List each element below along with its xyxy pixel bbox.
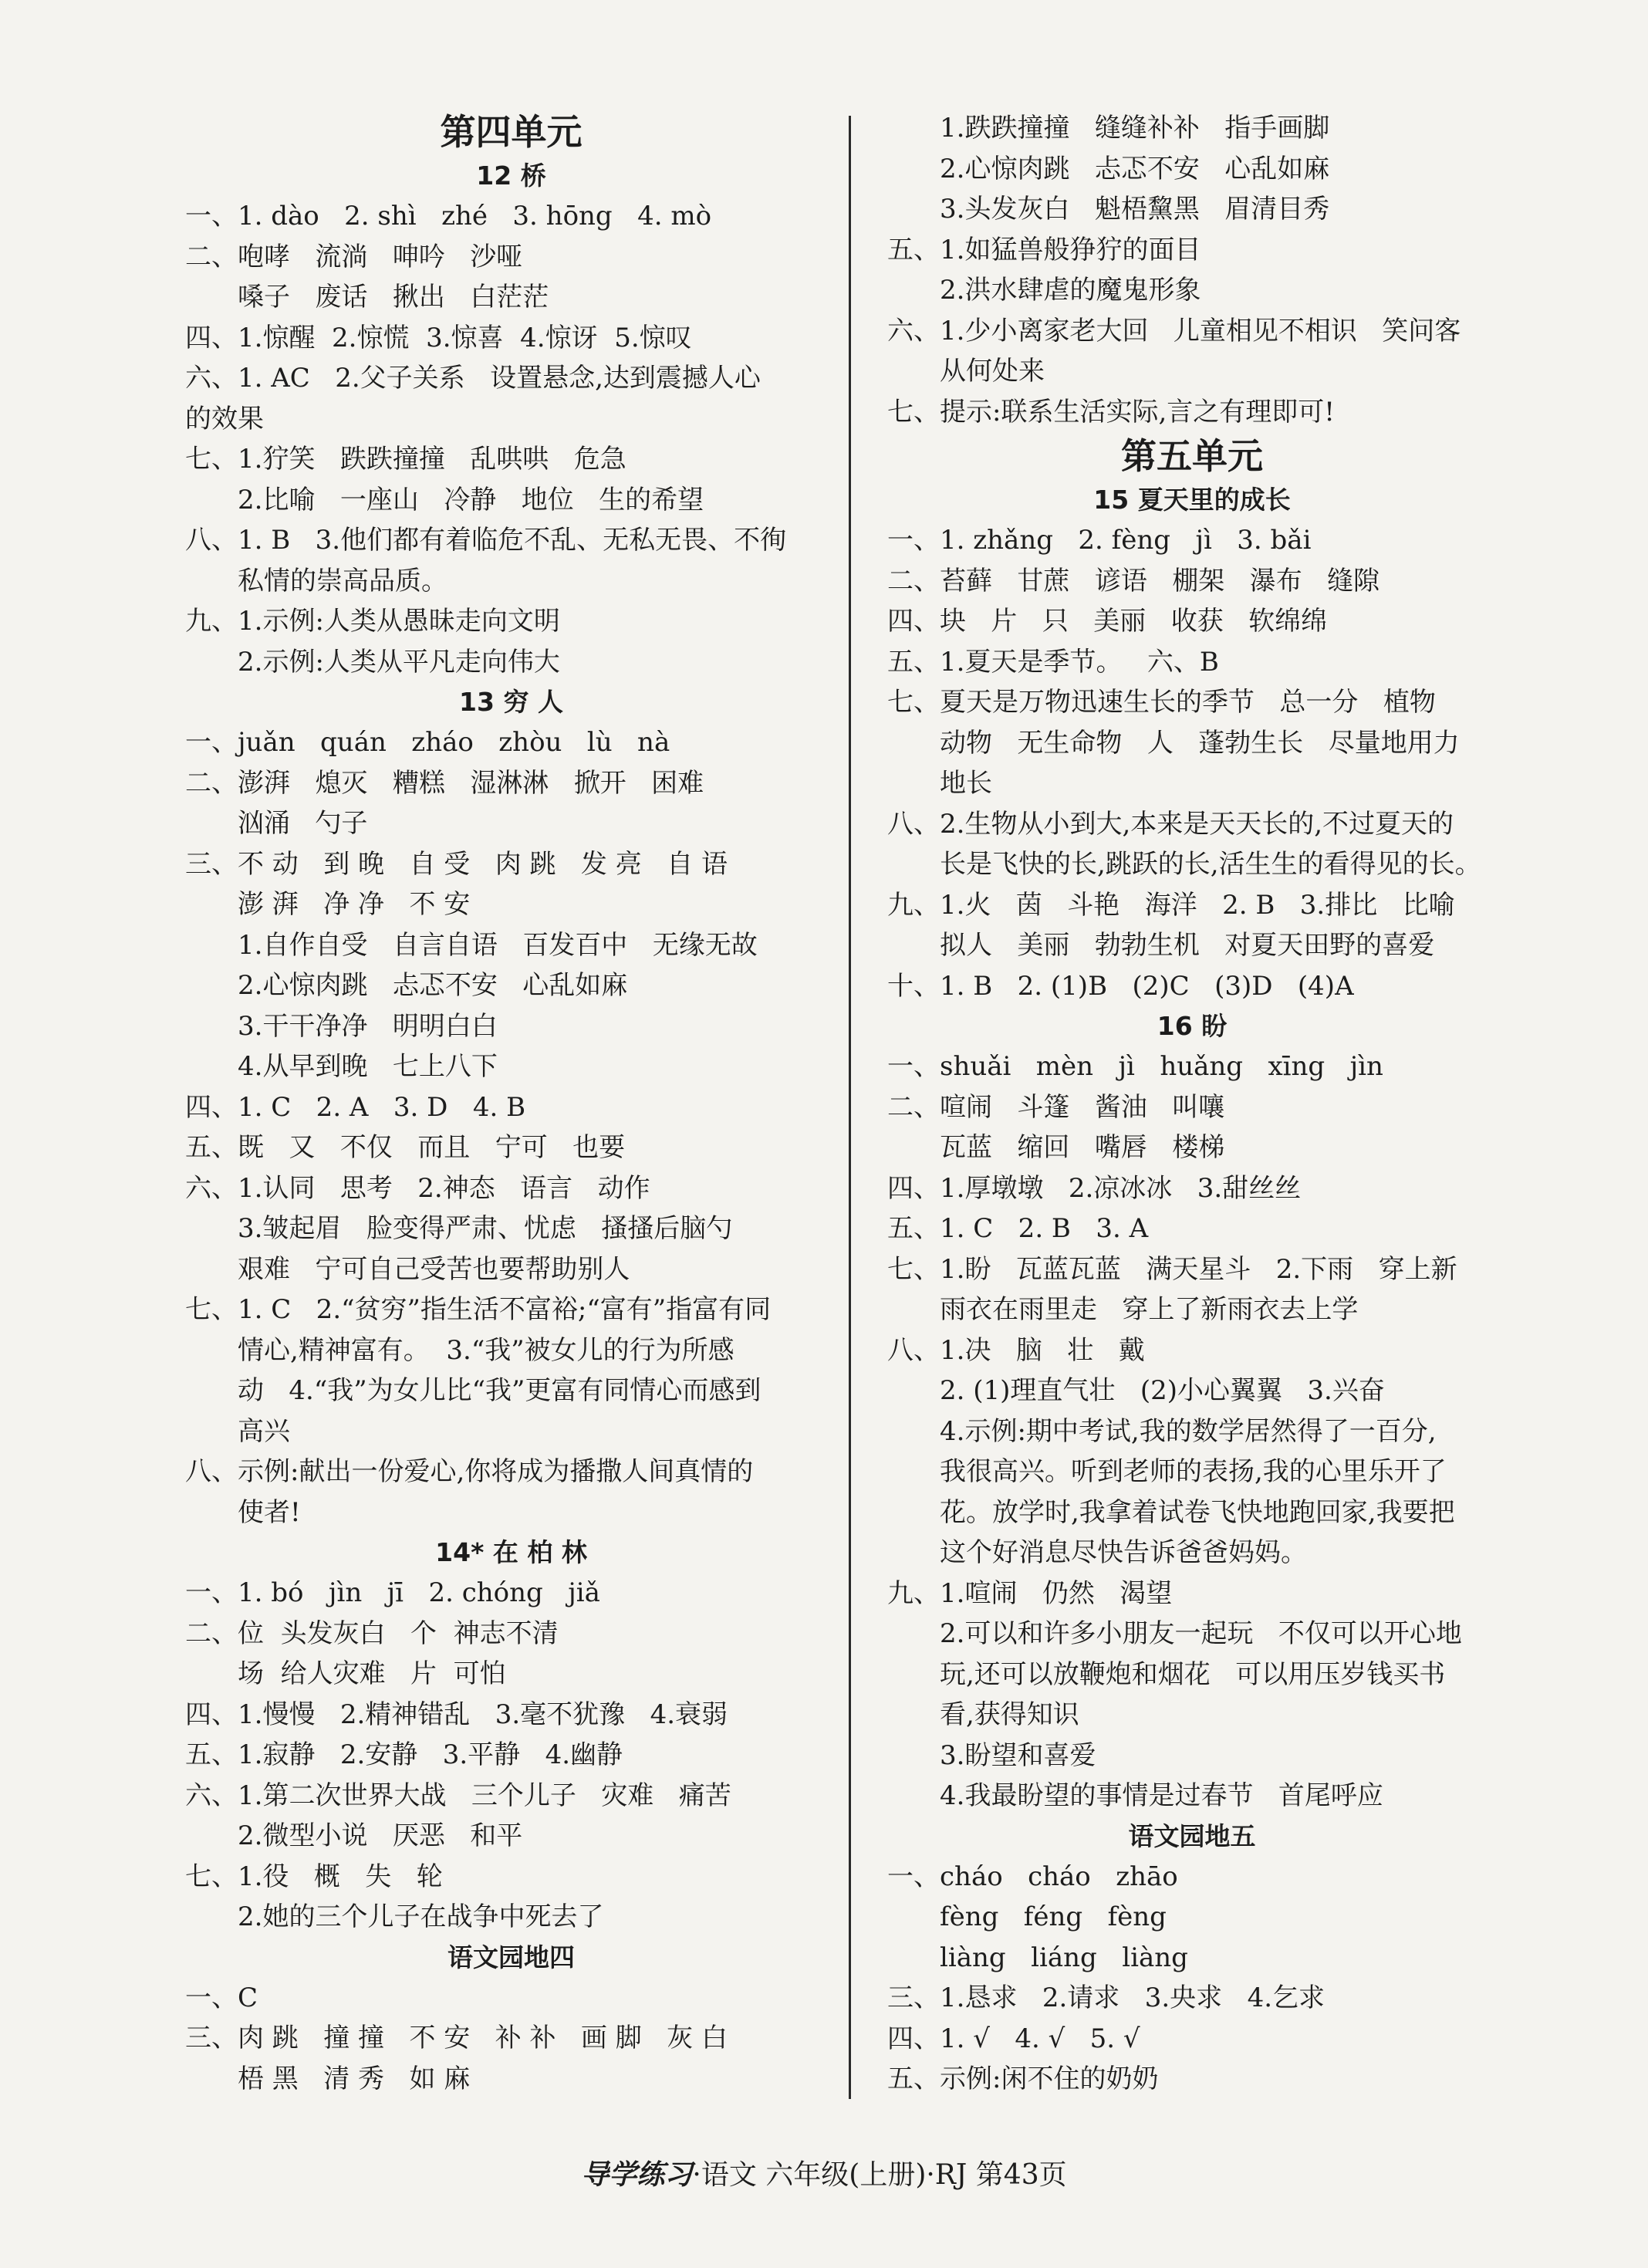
- answer-line: 艰难 宁可自己受苦也要帮助别人: [238, 1253, 630, 1285]
- answer-line: 情心,精神富有。 3.“我”被女儿的行为所感: [238, 1334, 735, 1366]
- answer-line: 瓦蓝 缩回 嘴唇 楼梯: [940, 1132, 1225, 1163]
- answer-line: 2.洪水肆虐的魔鬼形象: [940, 275, 1201, 306]
- answer-line: 二、咆哮 流淌 呻吟 沙哑: [185, 241, 523, 272]
- answer-line: 梧 黑 清 秀 如 麻: [238, 2063, 471, 2094]
- answer-line: 一、1. zhǎng 2. fèng jì 3. bǎi: [887, 525, 1312, 556]
- answer-line: 一、cháo cháo zhāo: [887, 1861, 1178, 1892]
- answer-line: 使者!: [238, 1496, 301, 1528]
- answer-line: 五、1.夏天是季节。 六、B: [887, 646, 1219, 678]
- answer-line: 2.比喻 一座山 冷静 地位 生的希望: [238, 484, 704, 515]
- answer-line: 七、提示:联系生活实际,言之有理即可!: [887, 396, 1335, 428]
- answer-line: 五、既 又 不仅 而且 宁可 也要: [185, 1132, 626, 1163]
- answer-line: 一、juǎn quán zháo zhòu lù nà: [185, 727, 670, 758]
- unit-heading: 第五单元: [1121, 435, 1263, 477]
- answer-line: 一、C: [185, 1982, 258, 2013]
- left-column: [185, 108, 837, 2099]
- unit-heading: 第四单元: [440, 111, 583, 153]
- lesson-heading: 语文园地五: [1128, 1820, 1256, 1851]
- answer-line: 一、1. bó jìn jī 2. chóng jiǎ: [185, 1577, 600, 1608]
- answer-line: 九、1.火 茵 斗艳 海洋 2. B 3.排比 比喻: [887, 889, 1455, 921]
- page-footer: [0, 2153, 1648, 2192]
- answer-line: 澎 湃 净 净 不 安: [238, 889, 471, 920]
- answer-line: 二、位 头发灰白 个 神志不清: [185, 1617, 559, 1649]
- answer-line: 七、1. C 2.“贫穷”指生活不富裕;“富有”指富有同: [185, 1294, 772, 1325]
- answer-line: 雨衣在雨里走 穿上了新雨衣去上学: [940, 1294, 1359, 1325]
- lesson-heading: 语文园地四: [447, 1942, 575, 1972]
- lesson-heading: 16 盼: [1157, 1011, 1228, 1041]
- column-divider: [849, 116, 851, 2099]
- answer-line: 七、夏天是万物迅速生长的季节 总一分 植物: [887, 687, 1436, 718]
- answer-line: 八、2.生物从小到大,本来是天天长的,不过夏天的: [887, 808, 1454, 840]
- answer-line: 这个好消息尽快告诉爸爸妈妈。: [940, 1537, 1307, 1568]
- lesson-heading: 12 桥: [476, 161, 546, 191]
- answer-line: 四、1.厚墩墩 2.凉冰冰 3.甜丝丝: [887, 1172, 1302, 1204]
- answer-line: 拟人 美丽 勃勃生机 对夏天田野的喜爱: [940, 930, 1435, 961]
- lesson-heading: 13 穷 人: [459, 687, 563, 717]
- answer-line: 3.头发灰白 魁梧黧黑 眉清目秀: [940, 194, 1330, 225]
- answer-line: 3.干干净净 明明白白: [238, 1010, 498, 1042]
- answer-line: 二、澎湃 熄灭 糟糕 湿淋淋 掀开 困难: [185, 767, 704, 799]
- answer-line: 四、1. √ 4. √ 5. √: [887, 2023, 1140, 2054]
- answer-line: 汹涌 勺子: [238, 808, 368, 839]
- answer-line: 私情的崇高品质。: [238, 565, 447, 597]
- answer-line: 场 给人灾难 片 可怕: [238, 1658, 506, 1689]
- answer-line: 看,获得知识: [940, 1699, 1079, 1730]
- answer-line: 七、1.盼 瓦蓝瓦蓝 满天星斗 2.下雨 穿上新: [887, 1253, 1457, 1285]
- answer-line: 四、1.慢慢 2.精神错乱 3.毫不犹豫 4.衰弱: [185, 1698, 728, 1730]
- answer-line: 2.心惊肉跳 忐忑不安 心乱如麻: [940, 153, 1330, 184]
- answer-line: 五、1.寂静 2.安静 3.平静 4.幽静: [185, 1739, 623, 1770]
- lesson-heading: 15 夏天里的成长: [1093, 485, 1291, 515]
- answer-line: 三、1.恳求 2.请求 3.央求 4.乞求: [887, 1982, 1325, 2013]
- answer-line: 五、1.如猛兽般狰狞的面目: [887, 234, 1201, 265]
- answer-line: 4.我最盼望的事情是过春节 首尾呼应: [940, 1780, 1383, 1811]
- right-column: [887, 108, 1497, 2100]
- answer-line: 2.可以和许多小朋友一起玩 不仅可以开心地: [940, 1618, 1462, 1649]
- answer-line: 长是飞快的长,跳跃的长,活生生的看得见的长。: [940, 849, 1481, 880]
- answer-line: 1.跌跌撞撞 缝缝补补 指手画脚: [940, 113, 1330, 144]
- footer-info: ·语文 六年级(上册)·RJ 第43页: [692, 2159, 1067, 2191]
- answer-line: 3.皱起眉 脸变得严肃、忧虑 搔搔后脑勺: [238, 1213, 733, 1244]
- answer-line: 八、1. B 3.他们都有着临危不乱、无私无畏、不徇: [185, 525, 787, 556]
- answer-line: 三、肉 跳 撞 撞 不 安 补 补 画 脚 灰 白: [185, 2023, 728, 2053]
- answer-line: 2.心惊肉跳 忐忑不安 心乱如麻: [238, 970, 628, 1001]
- answer-line: 四、块 片 只 美丽 收获 软绵绵: [887, 606, 1328, 637]
- answer-line: 1.自作自受 自言自语 百发百中 无缘无故: [238, 929, 758, 961]
- answer-line: 动 4.“我”为女儿比“我”更富有同情心而感到: [238, 1375, 762, 1406]
- answer-line: 高兴: [238, 1415, 290, 1447]
- answer-line: 花。放学时,我拿着试卷飞快地跑回家,我要把: [940, 1496, 1455, 1528]
- answer-line: 从何处来: [940, 356, 1045, 387]
- answer-line: 四、1. C 2. A 3. D 4. B: [185, 1091, 526, 1123]
- answer-line: 四、1.惊醒 2.惊慌 3.惊喜 4.惊讶 5.惊叹: [185, 322, 692, 353]
- answer-line: 九、1.喧闹 仍然 渴望: [887, 1577, 1173, 1609]
- answer-line: 五、1. C 2. B 3. A: [887, 1213, 1149, 1244]
- answer-line: 二、喧闹 斗篷 酱油 叫嚷: [887, 1091, 1225, 1123]
- answer-line: 嗓子 废话 揪出 白茫茫: [238, 282, 549, 313]
- answer-line: 的效果: [185, 403, 264, 434]
- answer-line: 地长: [940, 768, 992, 799]
- footer-brand: 导学练习: [581, 2159, 693, 2191]
- answer-line: fèng féng fèng: [940, 1901, 1167, 1932]
- answer-line: 4.从早到晚 七上八下: [238, 1051, 498, 1082]
- answer-line: 六、1.少小离家老大回 儿童相见不相识 笑问客: [887, 315, 1461, 346]
- answer-line: 三、不 动 到 晚 自 受 肉 跳 发 亮 自 语: [185, 848, 728, 880]
- answer-line: 八、1.决 脑 壮 戴: [887, 1334, 1145, 1366]
- answer-line: 2.她的三个儿子在战争中死去了: [238, 1901, 604, 1932]
- answer-line: 2.示例:人类从平凡走向伟大: [238, 646, 560, 678]
- answer-line: 六、1. AC 2.父子关系 设置悬念,达到震撼人心: [185, 363, 761, 394]
- answer-line: 玩,还可以放鞭炮和烟花 可以用压岁钱买书: [940, 1658, 1446, 1690]
- answer-line: 4.示例:期中考试,我的数学居然得了一百分,: [940, 1415, 1437, 1447]
- answer-line: 一、1. dào 2. shì zhé 3. hōng 4. mò: [185, 201, 712, 232]
- answer-line: 动物 无生命物 人 蓬勃生长 尽量地用力: [940, 727, 1460, 759]
- answer-line: 八、示例:献出一份爱心,你将成为播撒人间真情的: [185, 1456, 754, 1487]
- answer-line: 3.盼望和喜爱: [940, 1739, 1096, 1771]
- answer-line: 七、1.役 概 失 轮: [185, 1861, 443, 1892]
- answer-line: 七、1.狞笑 跌跌撞撞 乱哄哄 危急: [185, 444, 626, 475]
- answer-line: 五、示例:闲不住的奶奶: [887, 2064, 1159, 2094]
- answer-line: 一、shuǎi mèn jì huǎng xīng jìn: [887, 1051, 1383, 1082]
- answer-line: 我很高兴。听到老师的表扬,我的心里乐开了: [940, 1456, 1447, 1487]
- answer-line: 2.微型小说 厌恶 和平: [238, 1820, 523, 1851]
- answer-line: 十、1. B 2. (1)B (2)C (3)D (4)A: [887, 970, 1354, 1002]
- answer-line: liàng liáng liàng: [940, 1942, 1188, 1973]
- answer-line: 六、1.认同 思考 2.神态 语言 动作: [185, 1172, 650, 1204]
- answer-line: 二、苔藓 甘蔗 谚语 棚架 瀑布 缝隙: [887, 565, 1380, 597]
- answer-line: 2. (1)理直气壮 (2)小心翼翼 3.兴奋: [940, 1375, 1385, 1406]
- answer-line: 六、1.第二次世界大战 三个儿子 灾难 痛苦: [185, 1780, 731, 1811]
- answer-line: 九、1.示例:人类从愚昧走向文明: [185, 606, 560, 637]
- lesson-heading: 14* 在 柏 林: [435, 1537, 587, 1567]
